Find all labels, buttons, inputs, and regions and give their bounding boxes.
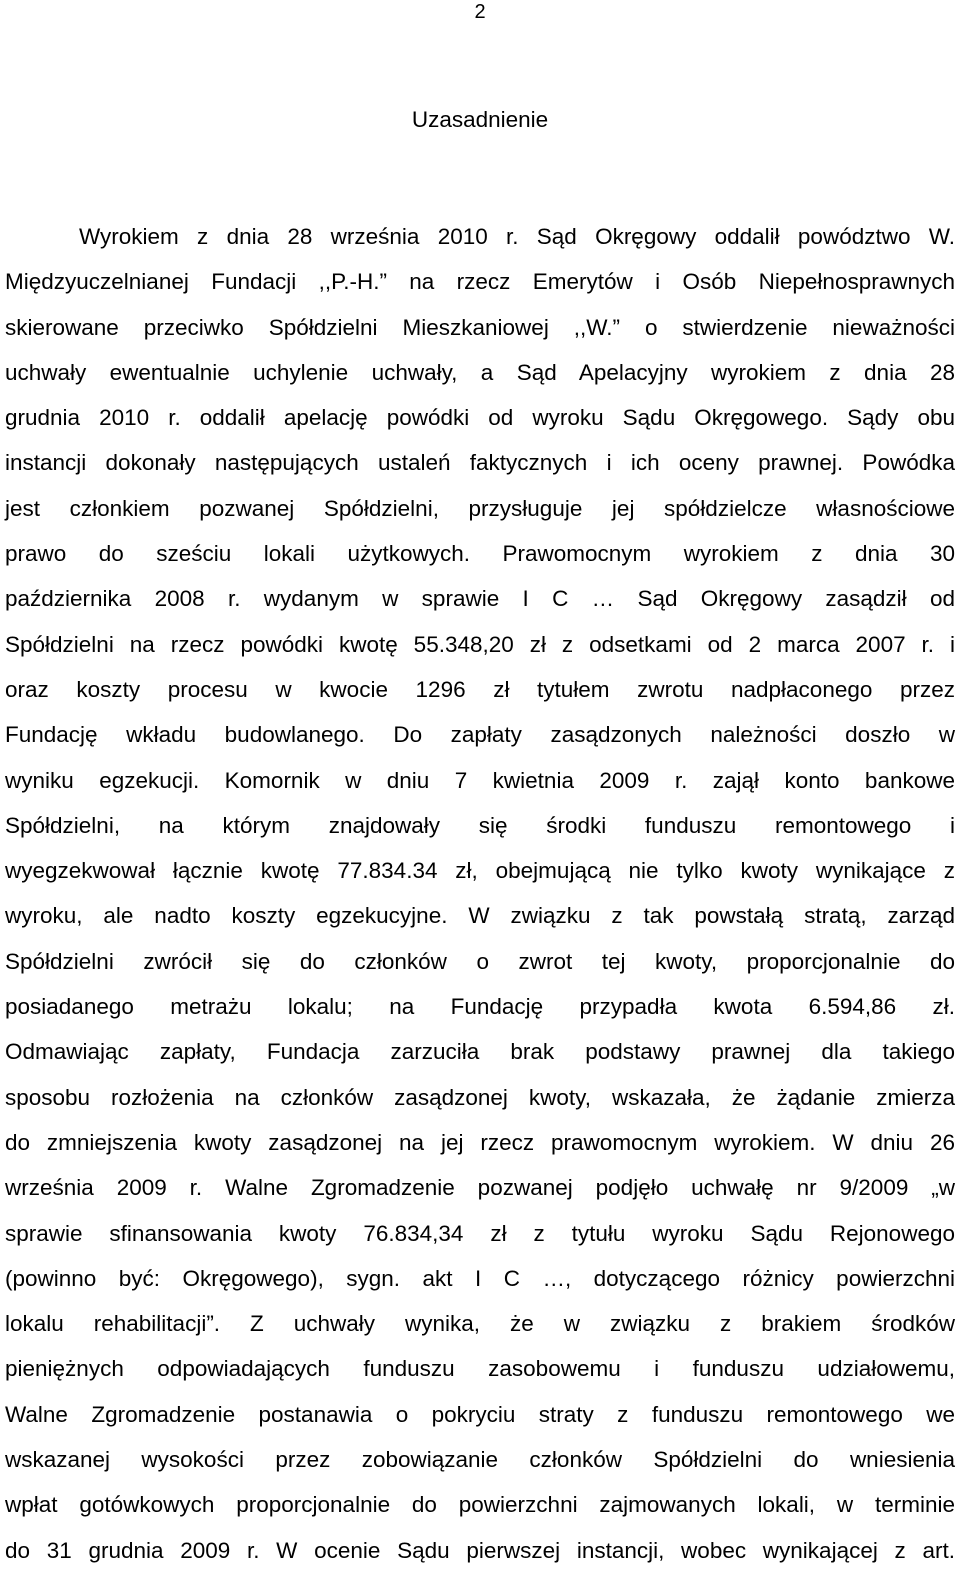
- text-line: instancji dokonały następujących ustaleń faktycznych i ich oceny prawnej. Powódka: [5, 450, 955, 476]
- text-line: pieniężnych odpowiadających funduszu zasobowemu i funduszu udziałowemu,: [5, 1356, 955, 1382]
- text-line: do 31 grudnia 2009 r. W ocenie Sądu pierwszej instancji, wobec wynikającej z art.: [5, 1537, 955, 1563]
- text-line: października 2008 r. wydanym w sprawie I C … Sąd Okręgowy zasądził od: [5, 586, 955, 612]
- text-line: Spółdzielni na rzecz powódki kwotę 55.348,20 zł z odsetkami od 2 marca 2007 r. i: [5, 631, 955, 657]
- text-line: wyegzekwował łącznie kwotę 77.834.34 zł, obejmującą nie tylko kwoty wynikające z: [5, 858, 955, 884]
- text-line: sposobu rozłożenia na członków zasądzonej kwoty, wskazała, że żądanie zmierza: [5, 1084, 955, 1110]
- text-line: Spółdzielni, na którym znajdowały się środki funduszu remontowego i: [5, 812, 955, 838]
- text-line: Fundację wkładu budowlanego. Do zapłaty zasądzonych należności doszło w: [5, 722, 955, 748]
- page-number: 2: [474, 1, 486, 23]
- text-line: sprawie sfinansowania kwoty 76.834,34 zł z tytułu wyroku Sądu Rejonowego: [5, 1220, 955, 1246]
- text-line: uchwały ewentualnie uchylenie uchwały, a Sąd Apelacyjny wyrokiem z dnia 28: [5, 359, 955, 385]
- text-line: wskazanej wysokości przez zobowiązanie członków Spółdzielni do wniesienia: [5, 1447, 955, 1473]
- text-line: posiadanego metrażu lokalu; na Fundację przypadła kwota 6.594,86 zł.: [5, 994, 955, 1020]
- text-line: wpłat gotówkowych proporcjonalnie do powierzchni zajmowanych lokali, w terminie: [5, 1492, 955, 1518]
- text-line: Międzyuczelnianej Fundacji ,,P.-H.” na rzecz Emerytów i Osób Niepełnosprawnych: [5, 269, 955, 295]
- text-line: jest członkiem pozwanej Spółdzielni, przysługuje jej spółdzielcze własnościowe: [5, 495, 955, 521]
- text-line: skierowane przeciwko Spółdzielni Mieszkaniowej ,,W.” o stwierdzenie nieważności: [5, 314, 955, 340]
- text-line: wyroku, ale nadto koszty egzekucyjne. W związku z tak powstałą stratą, zarząd: [5, 903, 955, 929]
- text-line: prawo do sześciu lokali użytkowych. Prawomocnym wyrokiem z dnia 30: [5, 541, 955, 567]
- document-heading: Uzasadnienie: [411, 107, 549, 132]
- text-line: Walne Zgromadzenie postanawia o pokryciu straty z funduszu remontowego we: [5, 1401, 955, 1427]
- text-line: oraz koszty procesu w kwocie 1296 zł tytułem zwrotu nadpłaconego przez: [5, 676, 955, 702]
- text-line: (powinno być: Okręgowego), sygn. akt I C …, dotyczącego różnicy powierzchni: [5, 1265, 955, 1291]
- justification-paragraph: [5, 214, 955, 1573]
- text-line: lokalu rehabilitacji”. Z uchwały wynika, że w związku z brakiem środków: [5, 1311, 955, 1337]
- text-line: grudnia 2010 r. oddalił apelację powódki od wyroku Sądu Okręgowego. Sądy obu: [5, 405, 955, 431]
- text-line: września 2009 r. Walne Zgromadzenie pozwanej podjęło uchwałę nr 9/2009 „w: [5, 1175, 955, 1201]
- text-line: wyniku egzekucji. Komornik w dniu 7 kwietnia 2009 r. zajął konto bankowe: [5, 767, 955, 793]
- text-line: Spółdzielni zwrócił się do członków o zwrot tej kwoty, proporcjonalnie do: [5, 948, 955, 974]
- text-line: Wyrokiem z dnia 28 września 2010 r. Sąd Okręgowy oddalił powództwo W.: [79, 224, 955, 249]
- text-line: Odmawiając zapłaty, Fundacja zarzuciła brak podstawy prawnej dla takiego: [5, 1039, 955, 1065]
- text-line: do zmniejszenia kwoty zasądzonej na jej rzecz prawomocnym wyrokiem. W dniu 26: [5, 1129, 955, 1155]
